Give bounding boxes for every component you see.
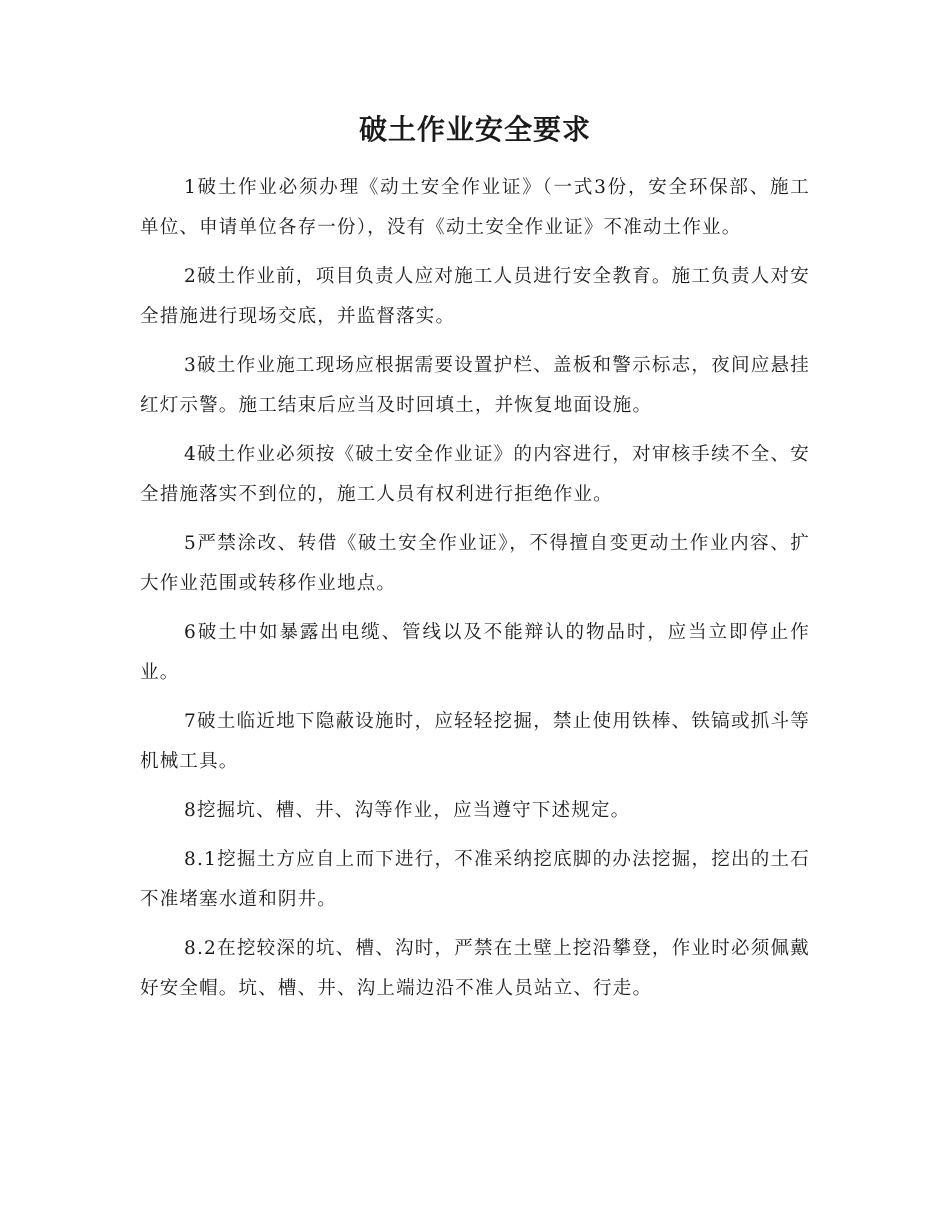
paragraph-7: 7破土临近地下隐蔽设施时，应轻轻挖掘，禁止使用铁棒、铁镐或抓斗等机械工具。 <box>140 711 810 772</box>
paragraph-6: 6破土中如暴露出电缆、管线以及不能辩认的物品时，应当立即停止作业。 <box>140 622 810 683</box>
paragraph-8-1: 8.1挖掘土方应自上而下进行，不准采纳挖底脚的办法挖掘，挖出的土石不准堵塞水道和阴井。 <box>140 849 810 910</box>
paragraph-8-2: 8.2在挖较深的坑、槽、沟时，严禁在土壁上挖沿攀登，作业时必须佩戴好安全帽。坑、槽、井、沟上端边沿不准人员站立、行走。 <box>140 938 810 999</box>
paragraph-5: 5严禁涂改、转借《破土安全作业证》，不得擅自变更动土作业内容、扩大作业范围或转移作业地点。 <box>140 533 810 594</box>
paragraph-2: 2破土作业前，项目负责人应对施工人员进行安全教育。施工负责人对安全措施进行现场交底，并监督落实。 <box>140 266 810 327</box>
page-title: 破土作业安全要求 <box>358 113 591 146</box>
paragraph-3: 3破土作业施工现场应根据需要设置护栏、盖板和警示标志，夜间应悬挂红灯示警。施工结束后应当及时回填土，并恢复地面设施。 <box>140 355 810 416</box>
paragraph-4: 4破土作业必须按《破土安全作业证》的内容进行，对审核手续不全、安全措施落实不到位的，施工人员有权利进行拒绝作业。 <box>140 444 810 505</box>
paragraph-8: 8挖掘坑、槽、井、沟等作业，应当遵守下述规定。 <box>184 800 631 821</box>
document-body <box>140 168 810 1018</box>
paragraph-1: 1破土作业必须办理《动土安全作业证》（一式3份，安全环保部、施工单位、申请单位各存一份），没有《动土安全作业证》不准动土作业。 <box>140 177 810 238</box>
